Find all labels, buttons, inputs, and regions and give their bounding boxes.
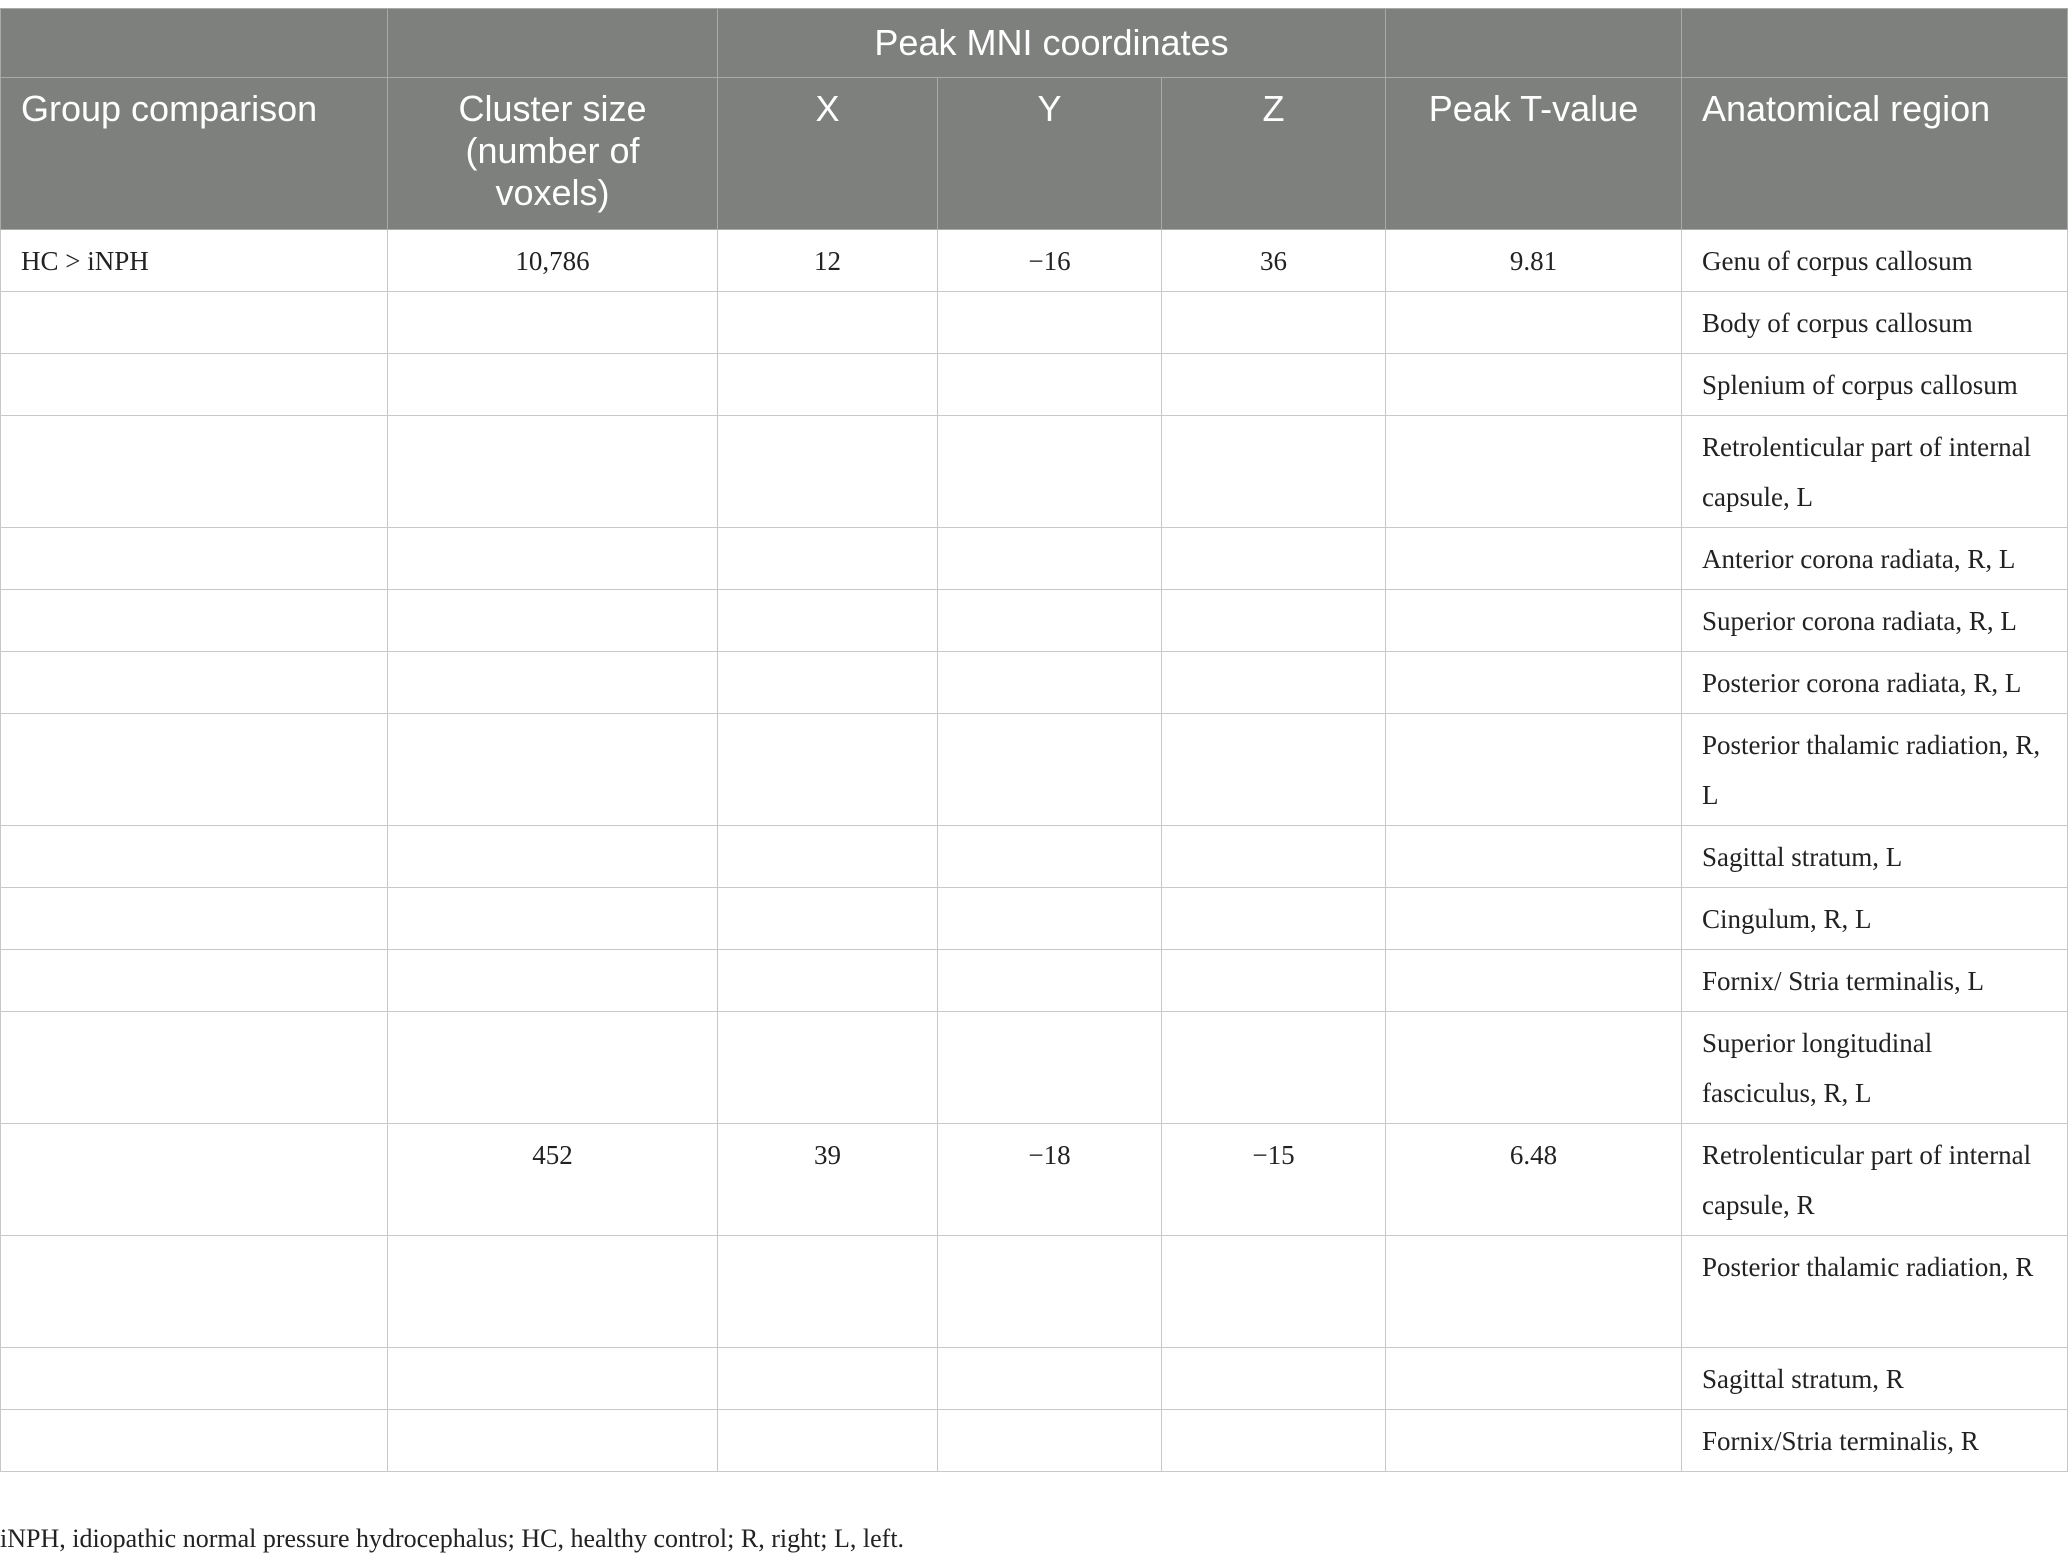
column-header-cluster-size: Cluster size (number of voxels) (388, 78, 718, 230)
cell-peak-t-value (1386, 888, 1682, 950)
cell-x (718, 416, 938, 528)
cell-x: 12 (718, 230, 938, 292)
table-row (1, 826, 2068, 888)
cell-z (1162, 292, 1386, 354)
cell-anatomical-region: Fornix/ Stria terminalis, L (1682, 950, 2068, 1012)
cell-peak-t-value (1386, 416, 1682, 528)
cell-anatomical-region: Splenium of corpus callosum (1682, 354, 2068, 416)
cell-peak-t-value (1386, 354, 1682, 416)
cell-y (938, 826, 1162, 888)
cell-group-comparison (1, 590, 388, 652)
cell-group-comparison (1, 528, 388, 590)
cell-y: −16 (938, 230, 1162, 292)
cell-peak-t-value (1386, 590, 1682, 652)
table-row (1, 354, 2068, 416)
cell-group-comparison: HC > iNPH (1, 230, 388, 292)
cell-anatomical-region: Sagittal stratum, L (1682, 826, 2068, 888)
cell-z (1162, 826, 1386, 888)
cell-z (1162, 1236, 1386, 1348)
table-footnote: iNPH, idiopathic normal pressure hydrocephalus; HC, healthy control; R, right; L, left. (0, 1524, 905, 1553)
cell-anatomical-region: Posterior thalamic radiation, R, L (1682, 714, 2068, 826)
cell-y (938, 1236, 1162, 1348)
cell-cluster-size (388, 1410, 718, 1472)
cell-x (718, 652, 938, 714)
cell-x: 39 (718, 1124, 938, 1236)
cell-peak-t-value (1386, 1236, 1682, 1348)
cell-x (718, 1410, 938, 1472)
column-header-group-comparison: Group comparison (1, 78, 388, 230)
cell-z (1162, 354, 1386, 416)
cell-peak-t-value (1386, 1410, 1682, 1472)
cell-z (1162, 528, 1386, 590)
cell-cluster-size (388, 292, 718, 354)
cell-peak-t-value: 6.48 (1386, 1124, 1682, 1236)
cell-x (718, 292, 938, 354)
cell-anatomical-region: Anterior corona radiata, R, L (1682, 528, 2068, 590)
cell-peak-t-value (1386, 1012, 1682, 1124)
cell-x (718, 714, 938, 826)
cell-y (938, 1348, 1162, 1410)
cell-peak-t-value (1386, 652, 1682, 714)
table-row (1, 1236, 2068, 1348)
table-row (1, 950, 2068, 1012)
cell-cluster-size: 10,786 (388, 230, 718, 292)
cell-y (938, 652, 1162, 714)
cell-anatomical-region: Retrolenticular part of internal capsule, L (1682, 416, 2068, 528)
cell-group-comparison (1, 826, 388, 888)
cell-x (718, 528, 938, 590)
cell-x (718, 826, 938, 888)
table-row (1, 292, 2068, 354)
cell-y: −18 (938, 1124, 1162, 1236)
cell-z (1162, 416, 1386, 528)
table-row (1, 230, 2068, 292)
cell-peak-t-value (1386, 950, 1682, 1012)
cell-z: 36 (1162, 230, 1386, 292)
cell-group-comparison (1, 950, 388, 1012)
cell-cluster-size (388, 416, 718, 528)
cell-cluster-size (388, 888, 718, 950)
cell-anatomical-region: Superior corona radiata, R, L (1682, 590, 2068, 652)
cell-cluster-size (388, 590, 718, 652)
header-blank-cell (1, 9, 388, 78)
cell-group-comparison (1, 652, 388, 714)
cell-y (938, 714, 1162, 826)
table-row (1, 1012, 2068, 1124)
cell-z (1162, 888, 1386, 950)
header-blank-cell (388, 9, 718, 78)
cell-cluster-size (388, 354, 718, 416)
cell-y (938, 1410, 1162, 1472)
cell-group-comparison (1, 1236, 388, 1348)
cell-cluster-size (388, 652, 718, 714)
cell-group-comparison (1, 354, 388, 416)
cell-peak-t-value: 9.81 (1386, 230, 1682, 292)
column-header-z: Z (1162, 78, 1386, 230)
cell-y (938, 416, 1162, 528)
cell-group-comparison (1, 1012, 388, 1124)
header-blank-cell (1386, 9, 1682, 78)
cell-z (1162, 590, 1386, 652)
table-row (1, 590, 2068, 652)
results-table (0, 8, 2068, 1472)
cell-x (718, 590, 938, 652)
cell-anatomical-region: Posterior corona radiata, R, L (1682, 652, 2068, 714)
column-header-y: Y (938, 78, 1162, 230)
cell-group-comparison (1, 1410, 388, 1472)
table-row (1, 416, 2068, 528)
cell-x (718, 1348, 938, 1410)
cell-y (938, 354, 1162, 416)
cell-cluster-size (388, 714, 718, 826)
cell-y (938, 1012, 1162, 1124)
cell-anatomical-region: Sagittal stratum, R (1682, 1348, 2068, 1410)
table-row (1, 652, 2068, 714)
cell-x (718, 1236, 938, 1348)
cell-anatomical-region: Posterior thalamic radiation, R (1682, 1236, 2068, 1348)
cell-cluster-size (388, 950, 718, 1012)
header-column-row (1, 78, 2068, 230)
cell-y (938, 528, 1162, 590)
cell-cluster-size (388, 826, 718, 888)
cell-group-comparison (1, 714, 388, 826)
cell-group-comparison (1, 1124, 388, 1236)
cell-z (1162, 950, 1386, 1012)
cell-group-comparison (1, 888, 388, 950)
table-row (1, 528, 2068, 590)
cell-peak-t-value (1386, 1348, 1682, 1410)
cell-anatomical-region: Body of corpus callosum (1682, 292, 2068, 354)
table-row (1, 714, 2068, 826)
cell-z (1162, 1348, 1386, 1410)
cell-anatomical-region: Superior longitudinal fasciculus, R, L (1682, 1012, 2068, 1124)
header-peak-mni-coordinates: Peak MNI coordinates (718, 9, 1386, 78)
cell-cluster-size (388, 1348, 718, 1410)
cell-group-comparison (1, 292, 388, 354)
cell-x (718, 950, 938, 1012)
column-header-x: X (718, 78, 938, 230)
table-row (1, 1124, 2068, 1236)
table-row (1, 888, 2068, 950)
cell-cluster-size (388, 1236, 718, 1348)
cell-y (938, 292, 1162, 354)
cell-x (718, 1012, 938, 1124)
cell-y (938, 950, 1162, 1012)
cell-peak-t-value (1386, 826, 1682, 888)
results-table-container (0, 8, 2068, 1472)
cell-anatomical-region: Retrolenticular part of internal capsule, R (1682, 1124, 2068, 1236)
cell-anatomical-region: Genu of corpus callosum (1682, 230, 2068, 292)
cell-z (1162, 1012, 1386, 1124)
cell-peak-t-value (1386, 528, 1682, 590)
header-blank-cell (1682, 9, 2068, 78)
cell-z (1162, 1410, 1386, 1472)
table-row (1, 1410, 2068, 1472)
cell-cluster-size (388, 1012, 718, 1124)
table-header (1, 9, 2068, 230)
cell-cluster-size (388, 528, 718, 590)
cell-x (718, 888, 938, 950)
column-header-peak-t-value: Peak T-value (1386, 78, 1682, 230)
cell-y (938, 590, 1162, 652)
cell-z (1162, 652, 1386, 714)
cell-z: −15 (1162, 1124, 1386, 1236)
cell-anatomical-region: Cingulum, R, L (1682, 888, 2068, 950)
cell-z (1162, 714, 1386, 826)
cell-cluster-size: 452 (388, 1124, 718, 1236)
header-group-row (1, 9, 2068, 78)
cell-peak-t-value (1386, 714, 1682, 826)
cell-y (938, 888, 1162, 950)
cell-group-comparison (1, 1348, 388, 1410)
column-header-anatomical-region: Anatomical region (1682, 78, 2068, 230)
cell-group-comparison (1, 416, 388, 528)
cell-x (718, 354, 938, 416)
table-body (1, 230, 2068, 1472)
cell-peak-t-value (1386, 292, 1682, 354)
cell-anatomical-region: Fornix/Stria terminalis, R (1682, 1410, 2068, 1472)
table-row (1, 1348, 2068, 1410)
